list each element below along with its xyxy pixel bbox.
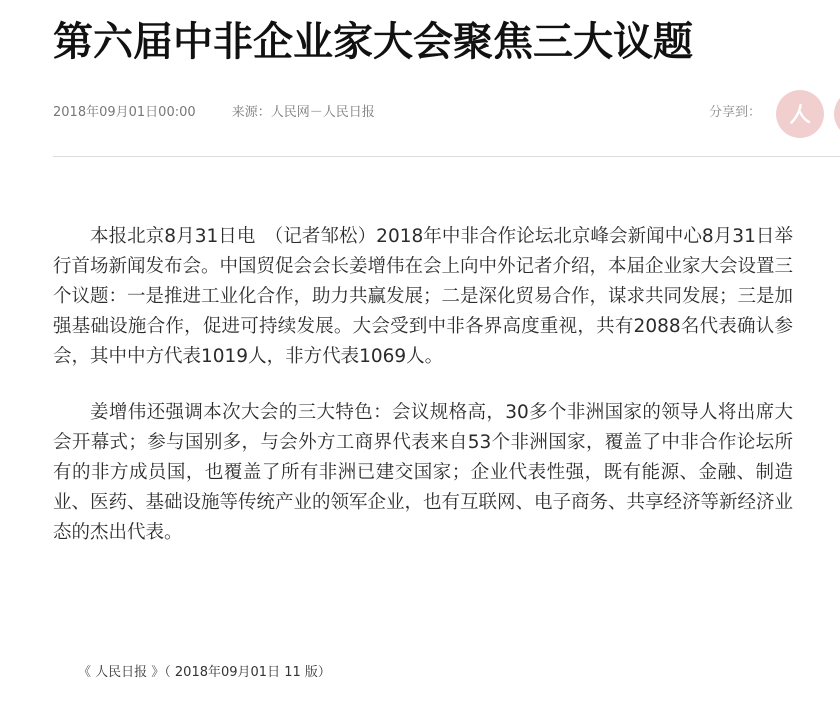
people-daily-icon bbox=[788, 102, 812, 126]
share-icon-partial[interactable] bbox=[834, 90, 840, 138]
paragraph-2: 姜增伟还强调本次大会的三大特色：会议规格高，30多个非洲国家的领导人将出席大会开幕式；参与国别多，与会外方工商界代表来自53个非洲国家，覆盖了中非合作论坛所有的非方成员国，也覆盖了所有非洲已建交国家；企业代表性强，既有能源、金融、制造业、医药、基础设施等传统产业的领军企业，也有互联网、电子商务、共享经济等新经济业态的杰出代表。 bbox=[53, 402, 794, 543]
citation: 《 人民日报 》（ 2018年09月01日 11 版） bbox=[78, 665, 331, 680]
share-label: 分享到： bbox=[709, 105, 762, 120]
article-meta bbox=[53, 102, 375, 124]
header-divider bbox=[53, 156, 840, 157]
paragraph-1: 本报北京8月31日电 （记者邹松）2018年中非合作论坛北京峰会新闻中心8月31日举行首场新闻发布会。中国贸促会会长姜增伟在会上向中外记者介绍，本届企业家大会设置三个议题：一是推进工业化合作，助力共赢发展；二是深化贸易合作，谋求共同发展；三是加强基础设施合作，促进可持续发展。大会受到中非各界高度重视，共有2088名代表确认参会，其中中方代表1019人，非方代表1069人。 bbox=[53, 226, 794, 367]
article-title: 第六届中非企业家大会聚焦三大议题 bbox=[53, 19, 693, 65]
source-link[interactable]: 人民网－人民日报 bbox=[270, 105, 375, 120]
people-daily-share-button[interactable] bbox=[776, 90, 824, 138]
article-body bbox=[53, 222, 793, 574]
publish-date: 2018年09月01日00:00 bbox=[53, 105, 196, 120]
source-label: 来源： bbox=[231, 105, 271, 120]
